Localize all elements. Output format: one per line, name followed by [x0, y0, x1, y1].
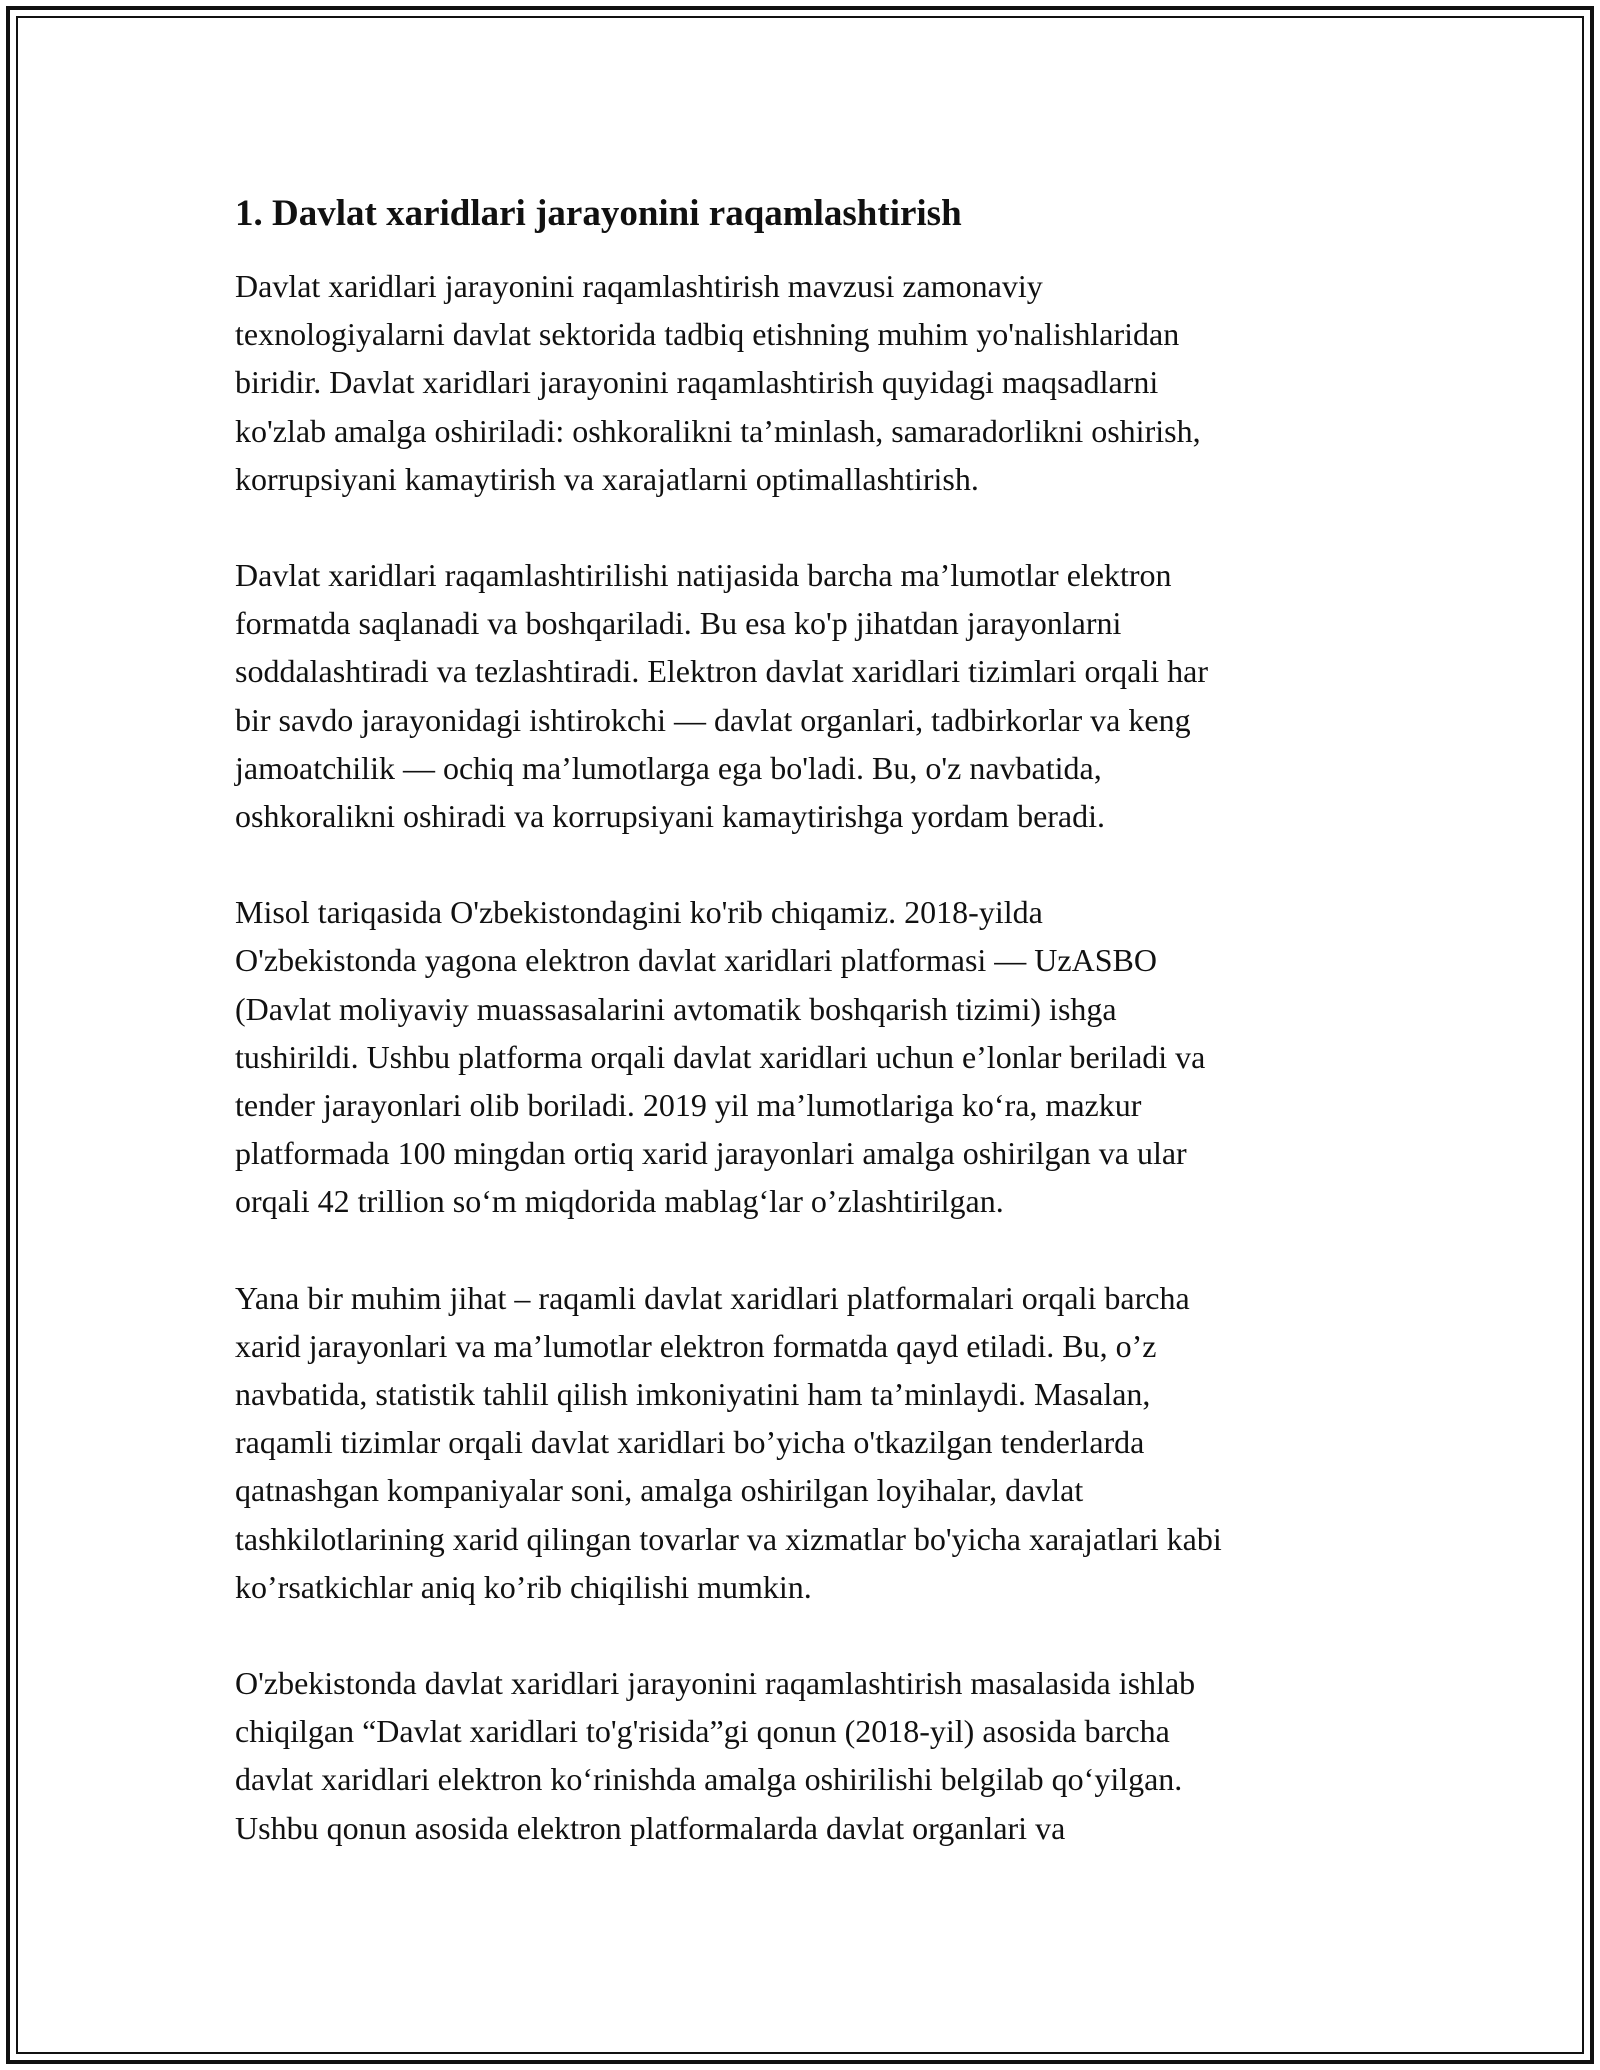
paragraph-line: Misol tariqasida O'zbekistondagini ko'rib chiqamiz. 2018-yilda	[235, 894, 1043, 931]
paragraph-line: korrupsiyani kamaytirish va xarajatlarni optimallashtirish.	[235, 460, 979, 497]
paragraph-line: tashkilotlarining xarid qilingan tovarlar va xizmatlar bo'yicha xarajatlari kabi	[235, 1520, 1222, 1557]
paragraph-line: bir savdo jarayonidagi ishtirokchi — davlat organlari, tadbirkorlar va keng	[235, 701, 1191, 738]
paragraph-line: qatnashgan kompaniyalar soni, amalga oshirilgan loyihalar, davlat	[235, 1472, 1084, 1509]
paragraph-line: oshkoralikni oshiradi va korrupsiyani kamaytirishga yordam beradi.	[235, 798, 1106, 835]
paragraph-line: formatda saqlanadi va boshqariladi. Bu esa ko'p jihatdan jarayonlarni	[235, 605, 1122, 642]
paragraph-1	[235, 262, 1375, 503]
paragraph-line: O'zbekistonda davlat xaridlari jarayonini raqamlashtirish masalasida ishlab	[235, 1665, 1196, 1702]
paragraph-line: (Davlat moliyaviy muassasalarini avtomatik boshqarish tizimi) ishga	[235, 990, 1117, 1027]
paragraph-line: tender jarayonlari olib boriladi. 2019 yil ma’lumotlariga ko‘ra, mazkur	[235, 1087, 1142, 1124]
paragraph-line: platformada 100 mingdan ortiq xarid jarayonlari amalga oshirilgan va ular	[235, 1135, 1187, 1172]
document-body	[235, 188, 1375, 1900]
paragraph-line: Ushbu qonun asosida elektron platformalarda davlat organlari va	[235, 1809, 1066, 1846]
paragraph-line: O'zbekistonda yagona elektron davlat xaridlari platformasi — UzASBO	[235, 942, 1157, 979]
paragraph-3	[235, 888, 1375, 1225]
paragraph-line: navbatida, statistik tahlil qilish imkoniyatini ham ta’minlaydi. Masalan,	[235, 1376, 1151, 1413]
paragraph-line: ko'zlab amalga oshiriladi: oshkoralikni ta’minlash, samaradorlikni oshirish,	[235, 412, 1201, 449]
paragraph-line: chiqilgan “Davlat xaridlari to'g'risida”gi qonun (2018-yil) asosida barcha	[235, 1713, 1170, 1750]
paragraph-line: raqamli tizimlar orqali davlat xaridlari bo’yicha o'tkazilgan tenderlarda	[235, 1424, 1145, 1461]
paragraph-line: jamoatchilik — ochiq ma’lumotlarga ega bo'ladi. Bu, o'z navbatida,	[235, 749, 1102, 786]
paragraph-line: biridir. Davlat xaridlari jarayonini raqamlashtirish quyidagi maqsadlarni	[235, 364, 1159, 401]
paragraph-line: xarid jarayonlari va ma’lumotlar elektron formatda qayd etiladi. Bu, o’z	[235, 1327, 1157, 1364]
paragraph-line: soddalashtiradi va tezlashtiradi. Elektron davlat xaridlari tizimlari orqali har	[235, 653, 1208, 690]
section-heading: 1. Davlat xaridlari jarayonini raqamlashtirish	[235, 193, 962, 234]
paragraph-line: Davlat xaridlari raqamlashtirilishi natijasida barcha ma’lumotlar elektron	[235, 557, 1172, 594]
paragraph-2	[235, 551, 1375, 840]
paragraph-5	[235, 1659, 1375, 1852]
paragraph-line: orqali 42 trillion so‘m miqdorida mablag‘lar o’zlashtirilgan.	[235, 1183, 1004, 1220]
paragraph-line: tushirildi. Ushbu platforma orqali davlat xaridlari uchun e’lonlar beriladi va	[235, 1038, 1206, 1075]
paragraph-line: Yana bir muhim jihat – raqamli davlat xaridlari platformalari orqali barcha	[235, 1279, 1190, 1316]
paragraph-line: davlat xaridlari elektron ko‘rinishda amalga oshirilishi belgilab qo‘yilgan.	[235, 1761, 1183, 1798]
paragraph-line: texnologiyalarni davlat sektorida tadbiq etishning muhim yo'nalishlaridan	[235, 316, 1180, 353]
paragraph-4	[235, 1274, 1375, 1611]
paragraph-line: Davlat xaridlari jarayonini raqamlashtirish mavzusi zamonaviy	[235, 268, 1043, 304]
paragraph-line: ko’rsatkichlar aniq ko’rib chiqilishi mumkin.	[235, 1568, 812, 1605]
